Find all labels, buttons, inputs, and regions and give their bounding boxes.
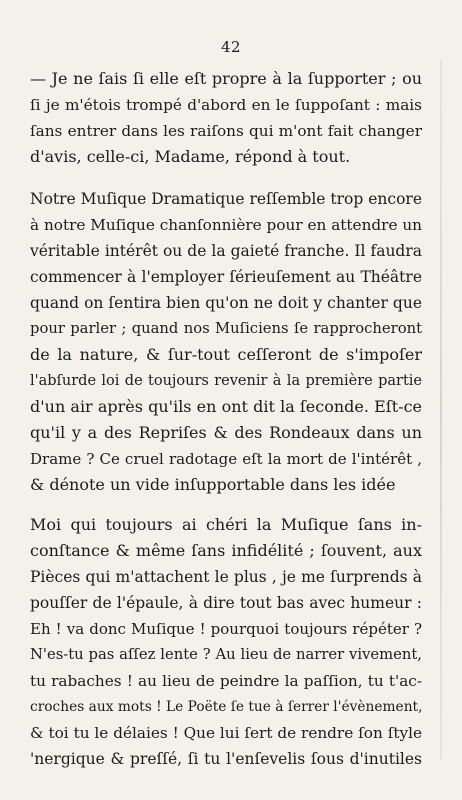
text-line: — Je ne ſais ſi elle eſt propre à la ſupporter ; ou — [30, 69, 422, 88]
text-line: ſi je m'étois trompé d'abord en le ſuppoſant : mais — [30, 96, 422, 114]
text-line: Notre Muſique Dramatique reſſemble trop encore — [30, 190, 422, 208]
text-line: de la nature, & ſur-tout ceſſeront de s'impoſer — [30, 345, 422, 364]
paragraph-3 — [30, 512, 422, 772]
text-line: l'abſurde loi de toujours revenir à la première partie — [30, 373, 422, 389]
text-line: & toi tu le délaies ! Que lui ſert de rendre ſon ſtyle — [30, 724, 422, 742]
text-line: & dénote un vide inſupportable dans les idée — [30, 475, 396, 494]
text-line: Moi qui toujours ai chéri la Muſique ſans in- — [30, 515, 422, 534]
text-line: ſans entrer dans les raiſons qui m'ont fait changer — [30, 122, 422, 140]
text-line: d'avis, celle-ci, Madame, répond à tout. — [30, 147, 351, 166]
text-line: Eh ! va donc Muſique ! pourquoi toujours répéter ? — [30, 620, 422, 638]
text-line: pour parler ; quand nos Muſiciens ſe rapprocheront — [30, 320, 422, 337]
text-line: N'es-tu pas aſſez lente ? Au lieu de narrer vivement, — [30, 646, 422, 663]
text-line: quand on ſentira bien qu'on ne doit y chanter que — [30, 294, 422, 312]
paragraph-2 — [30, 186, 422, 498]
text-line: Drame ? Ce cruel radotage eſt la mort de l'intérêt , — [30, 450, 422, 468]
text-line: pouſſer de l'épaule, à dire tout bas avec humeur : — [30, 594, 422, 612]
text-line: Pièces qui m'attachent le plus , je me ſurprends à — [30, 568, 422, 586]
text-line: à notre Muſique chanſonnière pour en attendre un — [30, 216, 422, 234]
page-gutter-shadow — [440, 60, 442, 760]
text-line: 'nergique & preſſé, ſi tu l'enſevelis ſous d'inutiles — [30, 750, 422, 768]
text-line: croches aux mots ! Le Poëte ſe tue à ſerrer l'évènement, — [30, 699, 422, 715]
text-line: véritable intérêt ou de la gaieté franche. Il faudra — [30, 242, 422, 260]
text-line: conſtance & même ſans infidélité ; ſouvent, aux — [30, 541, 422, 560]
text-line: d'un air après qu'ils en ont dit la ſeconde. Eſt-ce — [30, 397, 422, 416]
text-line: commencer à l'employer ſérieuſement au Théâtre — [30, 268, 422, 286]
text-line: tu rabaches ! au lieu de peindre la paſſion, tu t'ac- — [30, 672, 422, 690]
page-number: 42 — [220, 38, 242, 56]
text-line: qu'il y a des Repriſes & des Rondeaux dans un — [30, 423, 422, 442]
paragraph-1 — [30, 66, 422, 170]
